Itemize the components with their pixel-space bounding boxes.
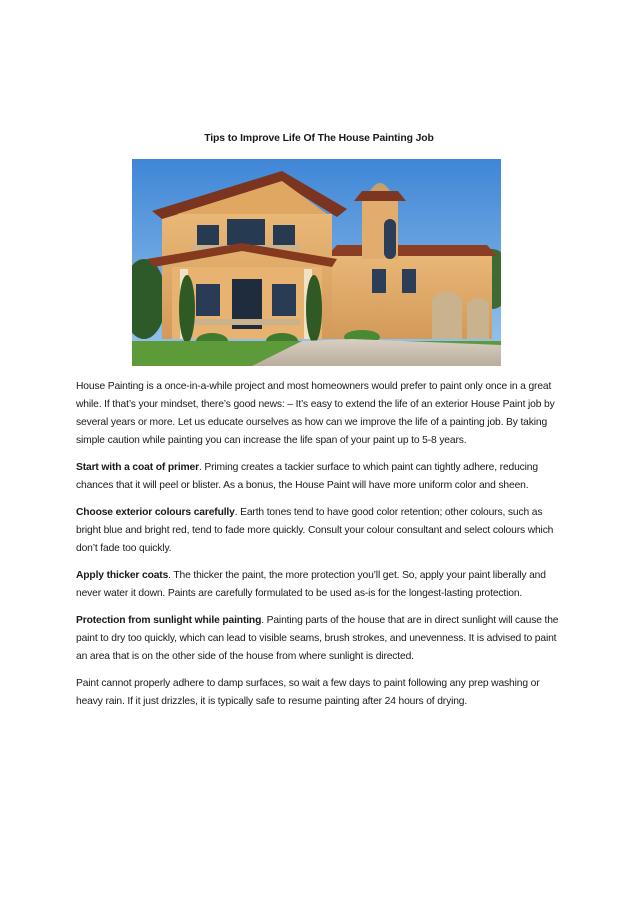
paragraph-body: . The thicker the paint, the more protection you’ll get. So, apply your paint liberally and never water it down. Paints are carefully formulated to be used as-is for the longest-lasting protection. xyxy=(76,570,546,599)
paragraph-colours xyxy=(76,504,564,558)
paragraph-sunlight xyxy=(76,612,564,666)
paragraph-body: Paint cannot properly adhere to damp surfaces, so wait a few days to paint following any prep washing or heavy rain. If it just drizzles, it is typically safe to resume painting after 24 hours of drying. xyxy=(76,678,540,707)
document-title: Tips to Improve Life Of The House Painting Job xyxy=(204,133,434,144)
paragraph-body: . Painting parts of the house that are in direct sunlight will cause the paint to dry too quickly, which can lead to visible seams, brush strokes, and unevenness. It is advised to paint an area that is on the other side of the house from where sunlight is directed. xyxy=(76,615,559,662)
paragraph-body: . Priming creates a tackier surface to which paint can tightly adhere, reducing chances that it will peel or blister. As a bonus, the House Paint will have more uniform color and sheen. xyxy=(76,462,538,491)
paragraph-heading: Choose exterior colours carefully xyxy=(76,507,235,518)
house-photo xyxy=(132,159,501,366)
paragraph-heading: Start with a coat of primer xyxy=(76,462,199,473)
paragraph-coats xyxy=(76,567,564,603)
paragraph-body: House Painting is a once-in-a-while project and most homeowners would prefer to paint only once in a great while. If that’s your mindset, there’s good news: – It’s easy to extend the life of an exterior House Paint job by several years or more. Let us educate ourselves as how can we improve the life of a painting job. By taking simple caution while painting you can increase the life span of your paint up to 5-8 years. xyxy=(76,381,555,446)
paragraph-heading: Protection from sunlight while painting xyxy=(76,615,262,626)
paragraph-primer xyxy=(76,459,564,495)
document-body xyxy=(76,378,564,720)
paragraph-body: . Earth tones tend to have good color retention; other colours, such as bright blue and bright red, tend to fade more quickly. Consult your colour consultant and select colours which don’t fade too quickly. xyxy=(76,507,554,554)
paragraph-heading: Apply thicker coats xyxy=(76,570,169,581)
paragraph-intro xyxy=(76,378,564,450)
paragraph-damp xyxy=(76,675,564,711)
